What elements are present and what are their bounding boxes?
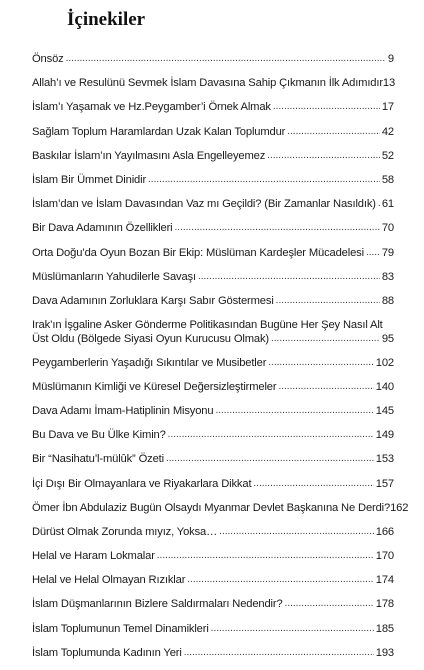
toc-entry-title: Dava Adamı İmam-Hatiplinin Misyonu <box>32 404 214 417</box>
toc-entry-page: 70 <box>381 222 394 235</box>
dot-leader <box>278 380 373 394</box>
dot-leader <box>287 125 380 139</box>
dot-leader <box>175 221 380 235</box>
toc-entry-title: Sağlam Toplum Haramlardan Uzak Kalan Toplumdur <box>32 125 286 138</box>
dot-leader <box>253 477 373 491</box>
toc-entry <box>32 501 409 515</box>
dot-leader <box>211 622 374 636</box>
toc-entry-title: Müslümanın Kimliği ve Küresel Değersizleştirmeler <box>32 380 277 393</box>
toc-entry-title: Müslümanların Yahudilerle Savaşı <box>32 270 196 283</box>
toc-entry <box>32 646 394 660</box>
toc-entry-page: 102 <box>375 356 394 369</box>
toc-entry-page: 157 <box>375 477 394 490</box>
toc-entry-page: 58 <box>381 173 394 186</box>
toc-entry-page: 185 <box>375 622 394 635</box>
toc-entry-page: 153 <box>375 453 394 466</box>
dot-leader <box>166 452 374 466</box>
toc-entry-title: İslam’dan ve İslam Davasından Vaz mı Geçildi? (Bir Zamanlar Nasıldık) <box>32 198 376 211</box>
toc-entry <box>32 270 394 284</box>
toc-entry-page: 52 <box>381 149 394 162</box>
dot-leader <box>378 197 380 211</box>
toc-entry-title: İslam’ı Yaşamak ve Hz.Peygamber’i Örnek Almak <box>32 101 271 114</box>
toc-entry-page: 149 <box>375 429 394 442</box>
toc-entry-title: Önsöz <box>32 53 64 65</box>
dot-leader <box>66 52 386 66</box>
dot-leader <box>198 270 380 284</box>
toc-entry-title: Peygamberlerin Yaşadığı Sıkıntılar ve Musibetler <box>32 356 267 369</box>
toc-entry <box>32 246 394 260</box>
toc-entry-title: Helal ve Helal Olmayan Rızıklar <box>32 574 186 587</box>
toc-entry <box>32 76 394 90</box>
toc-entry <box>32 100 394 114</box>
toc-entry-page: 13 <box>382 77 396 90</box>
toc-entry <box>32 452 394 466</box>
toc-entry-page: 95 <box>381 333 394 346</box>
toc-entry-title: Bu Dava ve Bu Ülke Kimin? <box>32 429 166 442</box>
toc-entry <box>32 549 394 563</box>
toc-entry-title: Dürüst Olmak Zorunda mıyız, Yoksa… <box>32 525 218 538</box>
toc-entry-page: 88 <box>381 294 394 307</box>
toc-entry-page: 170 <box>375 550 394 563</box>
toc-entry <box>32 356 394 370</box>
toc-entry <box>32 318 394 346</box>
toc-entry-page: 145 <box>375 404 394 417</box>
toc-entry-page: 61 <box>381 198 394 211</box>
toc-entry <box>32 125 394 139</box>
toc-entry-page: 174 <box>375 574 394 587</box>
toc-entry <box>32 149 394 163</box>
toc-entry-page: 9 <box>387 53 394 65</box>
dot-leader <box>276 294 380 308</box>
dot-leader <box>273 100 380 114</box>
toc-entry-page: 178 <box>375 598 394 611</box>
toc-entry-page: 83 <box>381 270 394 283</box>
dot-leader <box>168 428 374 442</box>
toc-entry <box>32 622 394 636</box>
toc-entry-title: Dava Adamının Zorluklara Karşı Sabır Göstermesi <box>32 294 274 307</box>
toc-entry-title-line1: Irak’ın İşgaline Asker Gönderme Politikasından Bugüne Her Şey Nasıl Alt <box>32 319 383 332</box>
toc-entry <box>32 525 394 539</box>
toc-entry <box>32 221 394 235</box>
dot-leader <box>157 549 374 563</box>
toc-entry <box>32 573 394 587</box>
toc-entry-page: 193 <box>375 646 394 659</box>
toc-entry-title: İçi Dışı Bir Olmayanlara ve Riyakarlara Dikkat <box>32 477 252 490</box>
toc-entry-title: Bir “Nasihatu’l-mülûk” Özeti <box>32 453 164 466</box>
toc-entry-title: İslam Toplumunda Kadının Yeri <box>32 646 182 659</box>
dot-leader <box>366 246 380 260</box>
toc-entry <box>32 173 394 187</box>
toc-entry-title: Ömer İbn Abdulaziz Bugün Olsaydı Myanmar Devlet Başkanına Ne Derdi? <box>32 501 391 514</box>
toc-entry-title: Allah’ı ve Resulünü Sevmek İslam Davasına Sahip Çıkmanın İlk Adımıdır <box>32 77 383 90</box>
dot-leader <box>267 149 380 163</box>
toc-entry-page: 166 <box>375 525 394 538</box>
toc-entry-page: 140 <box>375 380 394 393</box>
toc-entry-page: 162 <box>390 501 409 514</box>
toc-entry-title: Üst Oldu (Bölgede Siyasi Oyun Kurucusu Olmak) <box>32 333 269 346</box>
page-title: İçinekiler <box>67 9 146 30</box>
toc-entry-title: Baskılar İslam’ın Yayılmasını Asla Engelleyemez <box>32 149 266 162</box>
dot-leader <box>215 404 373 418</box>
toc-entry-title: Helal ve Haram Lokmalar <box>32 550 155 563</box>
table-of-contents <box>32 52 409 670</box>
toc-entry-page: 42 <box>381 125 394 138</box>
toc-entry <box>32 52 394 66</box>
toc-entry <box>32 477 394 491</box>
toc-entry-page: 17 <box>381 101 394 114</box>
toc-entry-title: Orta Doğu’da Oyun Bozan Bir Ekip: Müslüman Kardeşler Mücadelesi <box>32 246 364 259</box>
dot-leader <box>187 573 374 587</box>
dot-leader <box>184 646 374 660</box>
toc-entry <box>32 428 394 442</box>
toc-entry-page: 79 <box>381 246 394 259</box>
toc-entry <box>32 380 394 394</box>
toc-entry-title: İslam Bir Ümmet Dinidir <box>32 173 147 186</box>
dot-leader <box>271 332 380 346</box>
toc-entry <box>32 404 394 418</box>
toc-entry-title: İslam Düşmanlarının Bizlere Saldırmaları Nedendir? <box>32 598 283 611</box>
toc-entry-title: İslam Toplumunun Temel Dinamikleri <box>32 622 209 635</box>
toc-entry <box>32 197 394 211</box>
dot-leader <box>148 173 380 187</box>
dot-leader <box>268 356 374 370</box>
toc-entry-title: Bir Dava Adamının Özellikleri <box>32 222 173 235</box>
dot-leader <box>219 525 374 539</box>
toc-entry <box>32 294 394 308</box>
